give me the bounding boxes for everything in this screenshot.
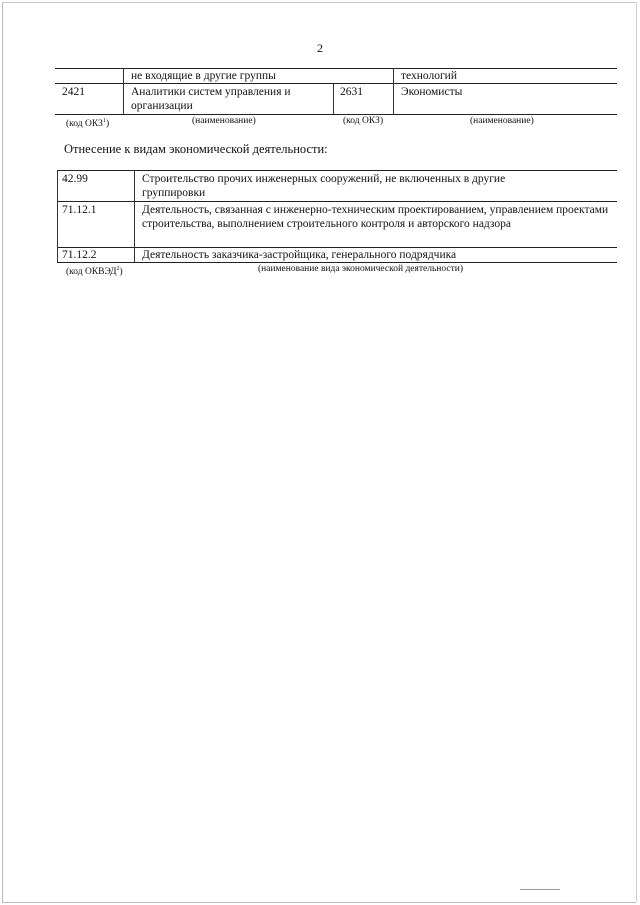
okved-row-2-code: 71.12.1 — [62, 204, 97, 216]
okved-caption-code-text: (код ОКВЭД — [66, 267, 117, 278]
okz-name-right: Экономисты — [401, 86, 463, 98]
okz-caption-code-left — [66, 116, 109, 130]
page-number: 2 — [317, 41, 323, 55]
okved-row-3-code: 71.12.2 — [62, 249, 97, 261]
scan-border-right — [636, 2, 637, 902]
scan-border-bottom — [2, 902, 636, 903]
okved-row-1-name: Строительство прочих инженерных сооружений, не включенных в другие группировки — [142, 173, 506, 199]
okz-caption-code-left-close: ) — [105, 119, 110, 130]
okved-caption-name: (наименование вида экономической деятельности) — [258, 264, 463, 274]
okz-vline-1 — [123, 68, 124, 114]
okved-footnote-2: 2 — [116, 266, 120, 272]
okz-code-left: 2421 — [62, 86, 85, 98]
okved-top-line — [57, 170, 617, 171]
okved-vline-mid — [134, 170, 135, 262]
okz-top-name-left: не входящие в другие группы — [131, 70, 276, 82]
okved-row-2-name: Деятельность, связанная с инженерно-техническим проектированием, управлением проектами строительства, выполнением строительного контроля и авторского надзора — [142, 204, 609, 230]
okz-vline-3 — [393, 68, 394, 114]
okz-name-left: Аналитики систем управления и организации — [131, 86, 291, 112]
okz-row-divider — [55, 83, 617, 84]
okz-footnote-1: 1 — [102, 118, 106, 124]
scan-border-top — [2, 2, 636, 3]
okz-top-name-right: технологий — [401, 70, 457, 82]
okz-caption-code-right: (код ОКЗ) — [343, 116, 384, 126]
okz-caption-code-left-text: (код ОКЗ — [66, 119, 103, 130]
okz-vline-2 — [333, 84, 334, 114]
okved-caption-code — [66, 264, 123, 278]
okved-row-3-name: Деятельность заказчика-застройщика, генерального подрядчика — [142, 249, 457, 261]
okved-vline-left — [57, 170, 58, 262]
okved-caption-code-close: ) — [119, 267, 123, 278]
okz-bottom-line — [55, 114, 617, 115]
section-title: Отнесение к видам экономической деятельности: — [64, 142, 328, 156]
okz-code-right: 2631 — [340, 86, 363, 98]
scan-mark — [520, 889, 560, 890]
okz-caption-name-left: (наименование) — [192, 116, 256, 126]
okved-row-1-code: 42.99 — [62, 173, 88, 185]
scan-border-left — [2, 2, 3, 902]
okved-bottom-line — [57, 262, 617, 263]
okved-row-divider-1 — [57, 201, 617, 202]
okz-caption-name-right: (наименование) — [470, 116, 534, 126]
